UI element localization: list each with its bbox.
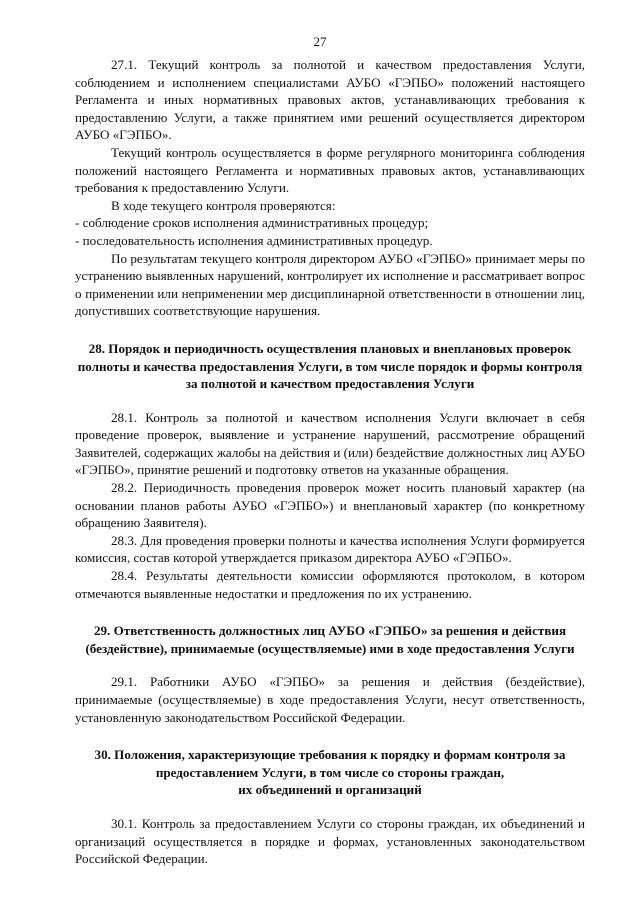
page-number: 27: [313, 34, 327, 49]
section-heading-29: 29. Ответственность должностных лиц АУБО «ГЭПБО» за решения и действия (бездействие), принимаемые (осуществляемые) ими в ходе предоставления Услуги: [85, 623, 575, 656]
list-item-deadlines: - соблюдение сроков исполнения административных процедур;: [75, 215, 429, 231]
paragraph-control-results: По результатам текущего контроля директором АУБО «ГЭПБО» принимает меры по устранению выявленных нарушений, контролирует их исполнение и рассматривает вопрос о применении или неприменении мер дисциплинарной ответственности в отношении лиц, допустивших соответствующие нарушения.: [75, 250, 585, 319]
section-heading-30-line: предоставлением Услуги, в том числе со стороны граждан,: [155, 764, 505, 780]
section-heading-30-line: 30. Положения, характеризующие требования к порядку и формам контроля за: [94, 747, 566, 763]
document-body: [75, 56, 585, 868]
paragraph-28-2: 28.2. Периодичность проведения проверок может носить плановый характер (на основании планов работы АУБО «ГЭПБО») и внеплановый характер (по конкретному обращению Заявителя).: [75, 480, 585, 531]
paragraph-30-1: 30.1. Контроль за предоставлением Услуги со стороны граждан, их объединений и организаций осуществляется в порядке и формах, установленных законодательством Российской Федерации.: [75, 815, 585, 867]
paragraph-28-1: 28.1. Контроль за полнотой и качеством исполнения Услуги включает в себя проведение проверок, выявление и устранение нарушений, рассмотрение обращений Заявителей, содержащих жалобы на действия и (или) бездействие должностных лиц АУБО «ГЭПБО», принятие решений и подготовку ответов на указанные обращения.: [75, 409, 585, 478]
paragraph-28-4: 28.4. Результаты деятельности комиссии оформляются протоколом, в котором отмечаются выявленные недостатки и предложения по их устранению.: [75, 568, 585, 601]
paragraph-current-control-form: Текущий контроль осуществляется в форме регулярного мониторинга соблюдения положений настоящего Регламента и нормативных правовых актов, устанавливающих требования к предоставлению Услуги.: [75, 144, 585, 196]
paragraph-27-1: 27.1. Текущий контроль за полнотой и качеством предоставления Услуги, соблюдением и исполнением специалистами АУБО «ГЭПБО» положений настоящего Регламента и иных нормативных правовых актов, устанавливающих требования к предоставлению Услуги, а также принятием ими решений осуществляется директором АУБО «ГЭПБО».: [75, 57, 585, 143]
paragraph-checks-intro: В ходе текущего контроля проверяются:: [111, 197, 336, 213]
paragraph-29-1: 29.1. Работники АУБО «ГЭПБО» за решения и действия (бездействие), принимаемые (осуществляемые) в ходе предоставления Услуги, несут ответственность, установленную законодательством Российской Федерации.: [75, 674, 585, 725]
list-item-sequence: - последовательность исполнения административных процедур.: [75, 232, 433, 248]
paragraph-28-3: 28.3. Для проведения проверки полноты и качества исполнения Услуги формируется комиссия, состав которой утверждается приказом директора АУБО «ГЭПБО».: [75, 532, 585, 566]
section-heading-30: [75, 746, 585, 799]
section-heading-28: 28. Порядок и периодичность осуществления плановых и внеплановых проверок полноты и качества предоставления Услуги, в том числе порядок и формы контроля за полнотой и качеством предоставления Услуги: [77, 340, 583, 392]
section-heading-30-line: их объединений и организаций: [238, 782, 422, 798]
